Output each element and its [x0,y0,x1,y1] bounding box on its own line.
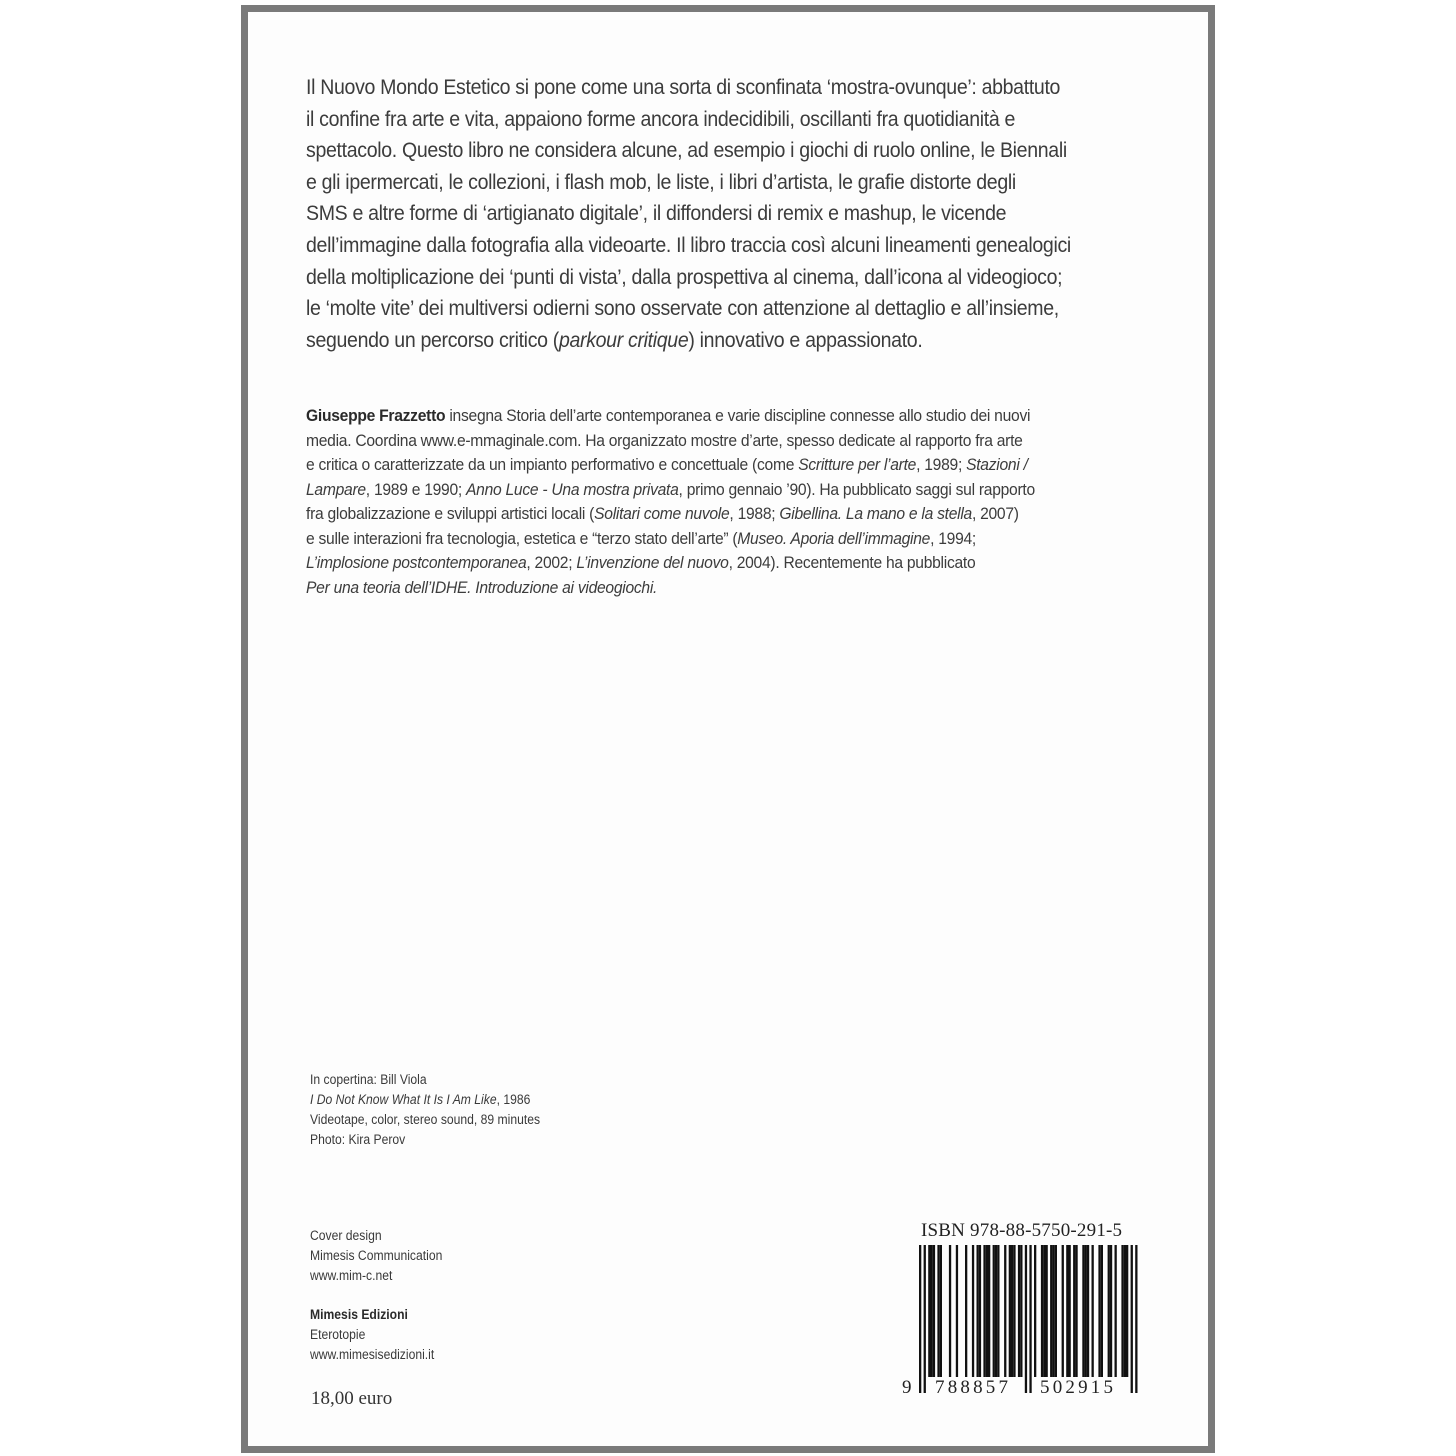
barcode-digits-left: 788857 [935,1377,1012,1398]
barcode-bar [1013,1245,1015,1377]
barcode-bar [1131,1245,1133,1393]
bio-title: Solitari come nuvole [594,504,730,523]
barcode-bar [993,1245,995,1377]
blurb-line: le ‘molte vite’ dei multiversi odierni sono osservate con attenzione al dettaglio e all’insieme, [306,297,1059,321]
barcode-bar [972,1245,974,1377]
barcode-bar [1034,1245,1036,1377]
bio-text: , 1994; [930,528,976,548]
bio-title: Anno Luce - Una mostra privata [466,479,679,499]
blurb-line: il confine fra arte e vita, appaiono forme ancora indecidibili, oscillanti fra quotidianità e [306,107,1016,131]
barcode-bar [1025,1245,1027,1393]
barcode-bar [937,1245,939,1377]
barcode-bar [977,1245,979,1377]
barcode-bar [988,1245,990,1377]
barcode-bar [1092,1245,1094,1377]
price: 18,00 euro [311,1388,393,1409]
blurb-line: della moltiplicazione dei ‘punti di vista’, dalla prospettiva al cinema, dall’icona al videogioco; [306,265,1063,289]
barcode-bar [1135,1245,1137,1393]
blurb-line: dell’immagine dalla fotografia alla videoarte. Il libro traccia così alcuni lineamenti genealogici [306,233,1071,257]
barcode-bar [1052,1245,1054,1377]
bio-text: , 1989; [916,455,967,474]
barcode-bar [979,1245,981,1377]
bio-text: , 2004). Recentemente ha pubblicato [728,553,976,572]
barcode-bar [956,1245,958,1377]
bio-text: , 1988; [729,504,780,523]
artwork-year: , 1986 [496,1092,531,1107]
blurb-line: e gli ipermercati, le collezioni, i flash mob, le liste, i libri d’artista, le grafie distorte degli [306,170,1016,194]
book-back-cover-frame [241,5,1215,1453]
blurb-line: Il Nuovo Mondo Estetico si pone come una sorta di sconfinata ‘mostra-ovunque’: abbattuto [306,76,1061,99]
barcode-bars [901,1245,1151,1397]
barcode-bar [1124,1245,1126,1377]
bio-text: , 2007) [971,504,1019,523]
bio-text: e sulle interazioni fra tecnologia, estetica e “terzo stato dell’arte” ( [306,528,738,548]
credit-line: Photo: Kira Perov [310,1132,406,1147]
bio-title: Museo. Aporia dell’immagine [737,528,931,548]
bio-title: Per una teoria dell’IDHE. Introduzione ai videogiochi. [306,577,658,597]
isbn-label: ISBN 978-88-5750-291-5 [921,1220,1123,1241]
barcode-bar [928,1245,930,1377]
publisher-url: www.mimesisedizioni.it [310,1347,435,1362]
barcode-bar [1062,1245,1064,1377]
barcode-bar [1075,1245,1077,1377]
bio-title: Scritture per l’arte [798,455,917,474]
series-name: Eterotopie [310,1327,366,1342]
bio-text: e critica o caratterizzate da un impianto performativo e concettuale (come [306,455,799,474]
bio-text: , 1989 e 1990; [365,479,467,499]
bio-text: , 2002; [526,553,577,572]
barcode-bar [1087,1245,1089,1377]
author-name: Giuseppe Frazzetto [306,406,446,425]
barcode [901,1245,1151,1397]
barcode-bar [983,1245,985,1377]
barcode-bar [986,1245,988,1377]
artwork-title: I Do Not Know What It Is I Am Like [310,1092,497,1107]
barcode-bar [1115,1245,1117,1377]
cover-design-credit [310,1226,580,1286]
barcode-bar [931,1245,933,1377]
barcode-bar [1046,1245,1048,1377]
barcode-bar [1121,1245,1123,1377]
barcode-bar [1009,1245,1011,1377]
barcode-bar [919,1245,921,1393]
barcode-bar [1004,1245,1006,1377]
barcode-bar [933,1245,935,1377]
blurb-italic-term: parkour critique [558,328,689,352]
barcode-bar [1011,1245,1013,1377]
bio-title: Gibellina. La mano e la stella [779,504,972,523]
barcode-digit-first: 9 [902,1377,912,1398]
barcode-bar [949,1245,951,1377]
barcode-digits-right: 502915 [1040,1377,1117,1398]
barcode-bar [1098,1245,1100,1377]
barcode-bar [1085,1245,1087,1377]
back-cover-page [248,12,1208,1446]
bio-text: fra globalizzazione e sviluppi artistici locali ( [306,504,595,523]
publisher-name: Mimesis Edizioni [310,1307,408,1322]
design-url: www.mim-c.net [310,1268,393,1283]
credit-line: In copertina: Bill Viola [310,1072,427,1087]
barcode-bar [1018,1245,1020,1377]
bio-text: media. Coordina www.e-mmaginale.com. Ha organizzato mostre d’arte, spesso dedicate al rapporto fra arte [306,430,1023,450]
barcode-bar [1041,1245,1043,1377]
cover-credits [310,1070,616,1150]
blurb-paragraph [306,72,1097,356]
barcode-bar [940,1245,942,1377]
bio-text: insegna Storia dell’arte contemporanea e varie discipline connesse allo studio dei nuovi [445,406,1031,425]
author-bio [306,404,1116,600]
barcode-bar [1101,1245,1103,1377]
barcode-bar [995,1245,997,1377]
barcode-bar [1055,1245,1057,1377]
barcode-bar [1108,1245,1110,1377]
barcode-bar [1020,1245,1022,1377]
barcode-bar [1050,1245,1052,1377]
barcode-bar [1069,1245,1071,1377]
blurb-line: SMS e altre forme di ‘artigianato digitale’, il diffondersi di remix e mashup, le vicende [306,202,1007,226]
design-studio: Mimesis Communication [310,1248,443,1263]
blurb-text: ) innovativo e appassionato. [688,328,923,352]
barcode-bar [924,1245,926,1393]
barcode-bar [1126,1245,1128,1377]
blurb-line: spettacolo. Questo libro ne considera alcune, ad esempio i giochi di ruolo online, le Biennali [306,139,1067,163]
barcode-bar [1029,1245,1031,1393]
design-label: Cover design [310,1228,382,1243]
barcode-bar [1073,1245,1075,1377]
barcode-bar [965,1245,967,1377]
blurb-last-line [306,325,1097,357]
barcode-bar [997,1245,999,1377]
bio-title: Stazioni / [966,455,1028,474]
bio-title: Lampare [306,479,366,499]
blurb-text: seguendo un percorso critico ( [306,328,559,352]
barcode-bar [1082,1245,1084,1377]
barcode-bar [1110,1245,1112,1377]
credit-line: Videotape, color, stereo sound, 89 minutes [310,1112,541,1127]
publisher-block [310,1305,580,1365]
barcode-bar [1043,1245,1045,1377]
bio-title: L’implosione postcontemporanea [306,553,527,572]
bio-title: L’invenzione del nuovo [576,553,729,572]
bio-text: , primo gennaio ’90). Ha pubblicato saggi sul rapporto [678,479,1035,499]
barcode-bar [1066,1245,1068,1377]
